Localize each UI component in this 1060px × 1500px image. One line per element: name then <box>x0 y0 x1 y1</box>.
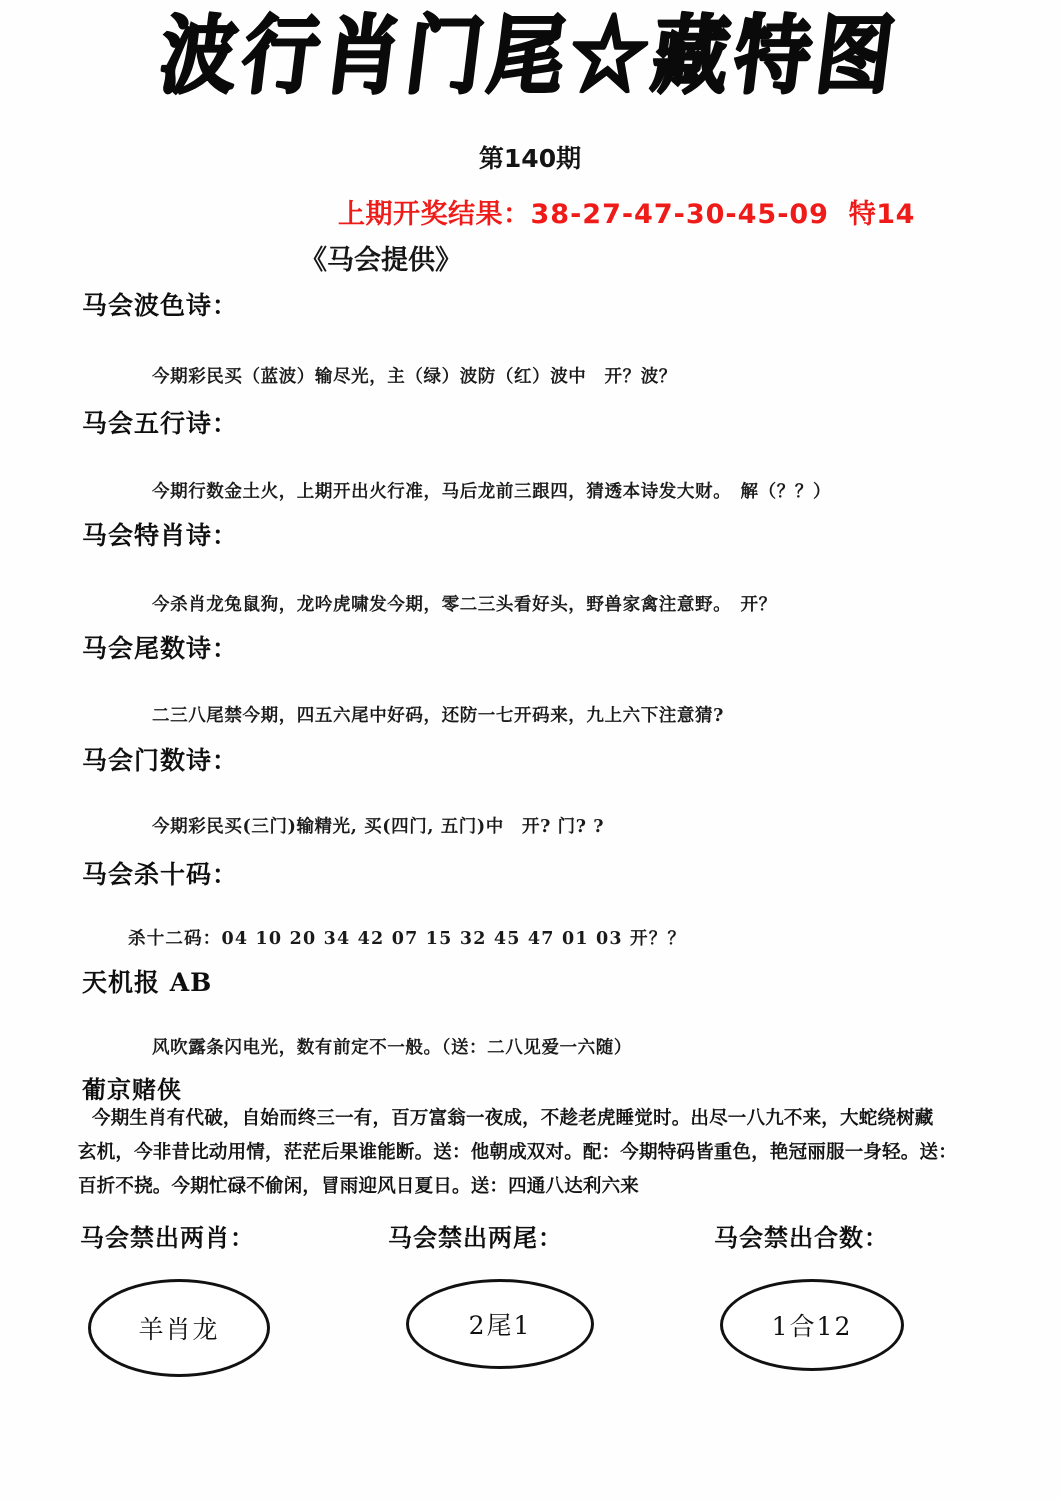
ban-row <box>0 1218 1060 1388</box>
ban-ellipse-sum <box>720 1279 904 1371</box>
ban-ellipse-tail <box>406 1279 594 1369</box>
section-heading-weishu: 马会尾数诗： <box>82 634 239 663</box>
section-heading-menshu: 马会门数诗： <box>82 746 239 775</box>
ban-label-tail: 马会禁出两尾： <box>388 1223 563 1252</box>
ban-label-zodiac: 马会禁出两肖： <box>80 1223 255 1252</box>
section-body-tianjibao: 风吹露条闪电光，数有前定不一般。（送：二八见爱一六随） <box>152 1038 632 1058</box>
provider-credit: 《马会提供》 <box>300 245 462 276</box>
issue-number: 第140期 <box>478 144 582 173</box>
section-body-menshu: 今期彩民买(三门)输精光, 买(四门, 五门)中 开? 门? ? <box>152 817 605 837</box>
masthead <box>0 5 1060 106</box>
section-heading-kill-codes: 马会杀十码： <box>82 860 239 889</box>
section-body-weishu: 二三八尾禁今期，四五六尾中好码，还防一七开码来，九上六下注意猜? <box>152 706 724 726</box>
section-body-kill-codes: 杀十二码：04 10 20 34 42 07 15 32 45 47 01 03 开？？ <box>128 929 687 949</box>
ban-value-sum: 1合12 <box>771 1312 853 1341</box>
ban-value-zodiac: 羊肖龙 <box>138 1315 220 1344</box>
section-heading-texiao: 马会特肖诗： <box>82 521 239 550</box>
section-heading-wuxing: 马会五行诗： <box>82 409 239 438</box>
pujing-line-1: 今期生肖有代破，自始而终三一有，百万富翁一夜成，不趁老虎睡觉时。出尽一八九不来，大蛇绕树藏 <box>92 1108 934 1129</box>
ban-column-sum <box>714 1218 1044 1371</box>
section-body-bose: 今期彩民买（蓝波）输尽光，主（绿）波防（红）波中 开？波？ <box>152 367 677 387</box>
section-body-texiao: 今杀肖龙兔鼠狗，龙吟虎啸发今期，零二三头看好头，野兽家禽注意野。 开？ <box>152 595 777 615</box>
ban-value-tail: 2尾1 <box>468 1311 532 1340</box>
last-draw-label: 上期开奖结果： <box>338 199 531 230</box>
section-heading-bose: 马会波色诗： <box>82 291 239 320</box>
section-body-wuxing: 今期行数金土火，上期开出火行准，马后龙前三跟四，猜透本诗发大财。 解（？？） <box>152 482 832 502</box>
ban-column-tail <box>388 1218 718 1369</box>
ban-ellipse-zodiac <box>88 1279 270 1377</box>
last-draw-numbers: 38-27-47-30-45-09 <box>530 199 829 230</box>
section-heading-tianjibao: 天机报 AB <box>82 968 213 997</box>
section-heading-pujing: 葡京赌侠 <box>82 1075 182 1104</box>
last-draw-result <box>338 192 915 231</box>
ban-label-sum: 马会禁出合数： <box>714 1223 889 1252</box>
pujing-line-2: 玄机，今非昔比动用情，茫茫后果谁能断。送：他朝成双对。配：今期特码皆重色，艳冠丽服一身轻。送： <box>78 1142 957 1163</box>
special-number: 特14 <box>848 199 915 230</box>
page-title: 波行肖门尾☆藏特图 <box>154 5 906 106</box>
section-body-pujing <box>78 1102 978 1204</box>
pujing-line-3: 百折不挠。今期忙碌不偷闲，冒雨迎风日夏日。送：四通八达利六来 <box>78 1176 640 1197</box>
ban-column-zodiac <box>80 1218 410 1377</box>
